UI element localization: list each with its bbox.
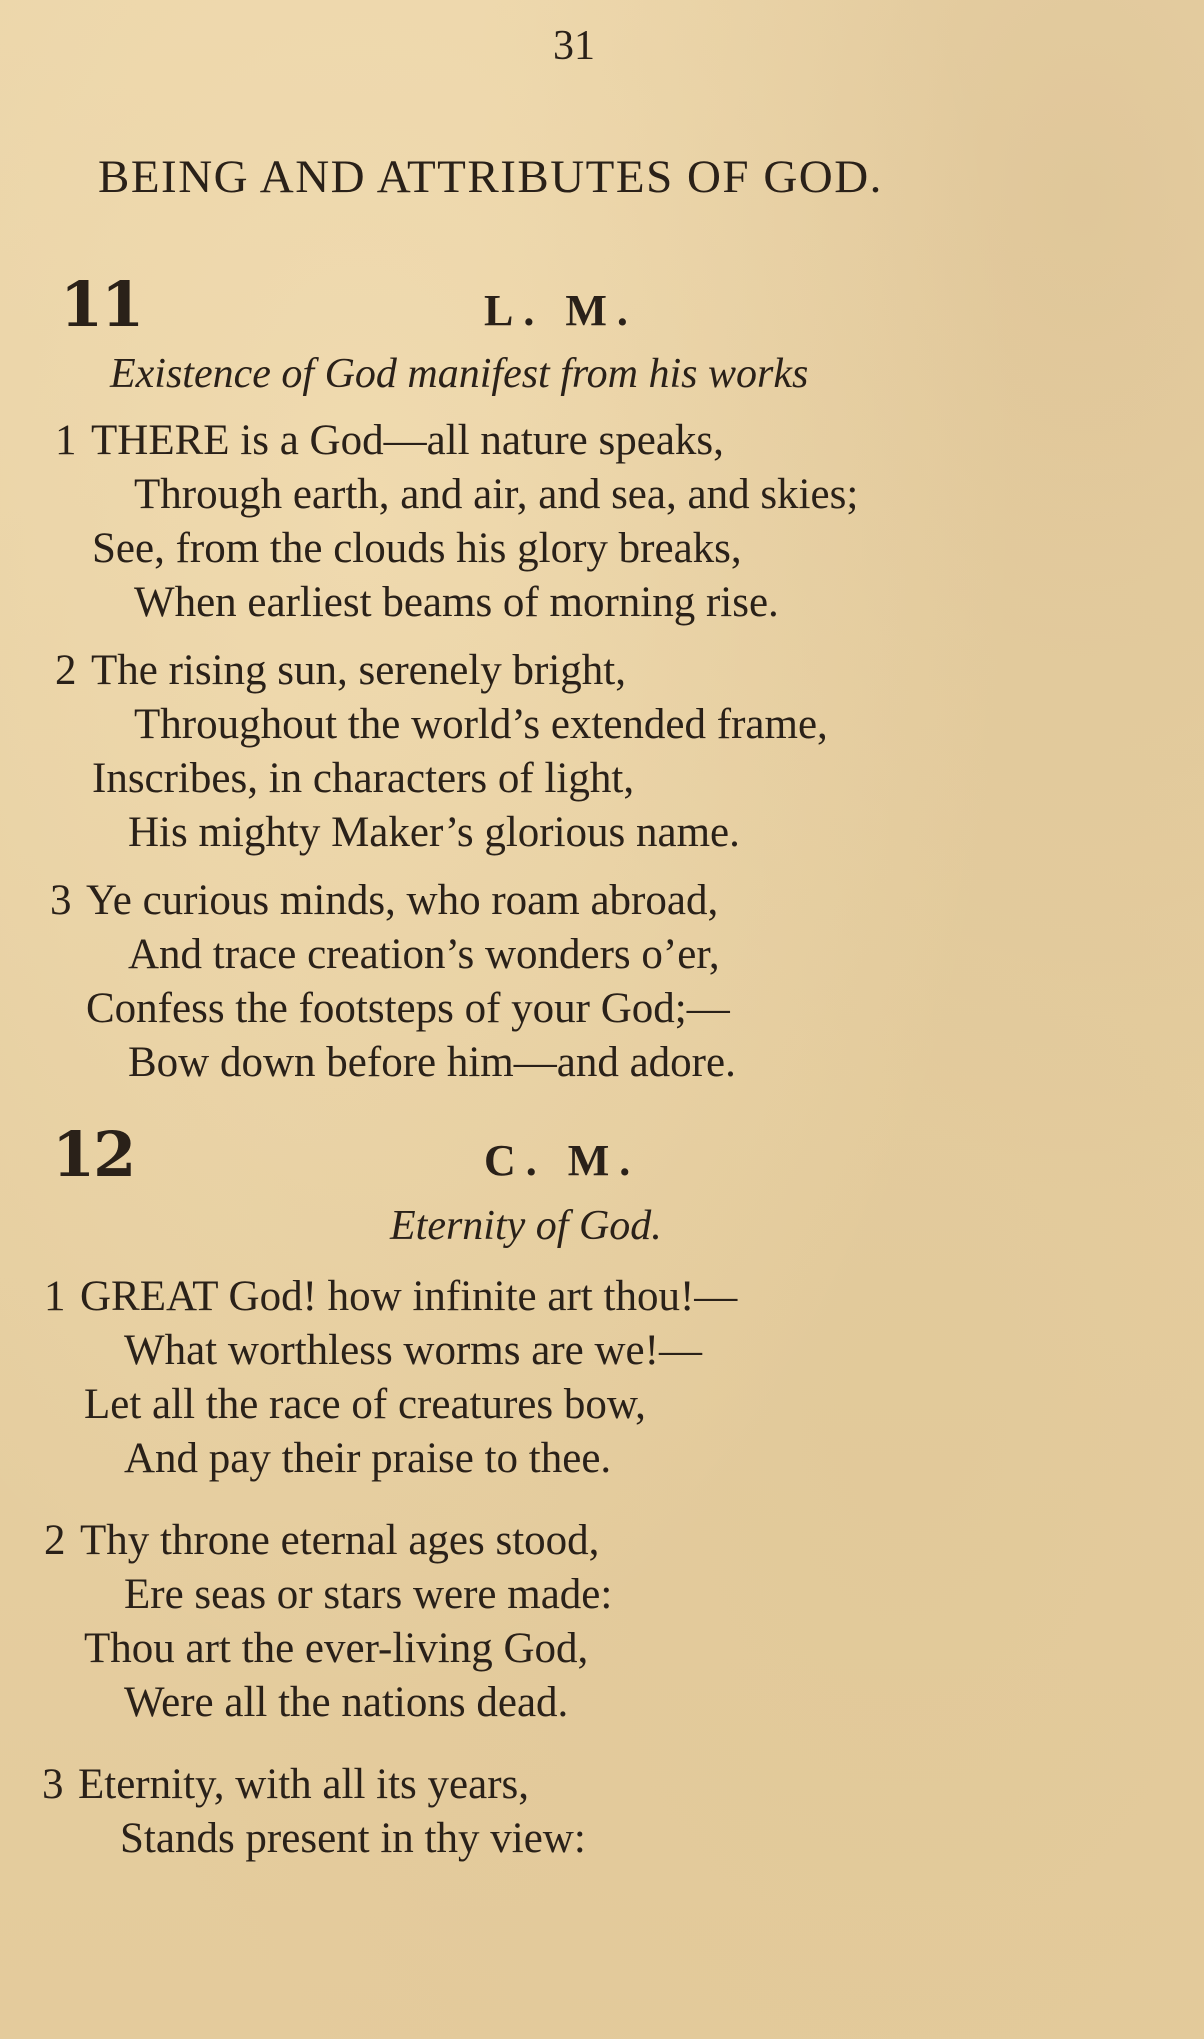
- verse-line: Throughout the world’s extended frame,: [134, 701, 828, 748]
- verse-line: Through earth, and air, and sea, and skies;: [134, 471, 859, 518]
- verse-line: What worthless worms are we!—: [124, 1327, 702, 1374]
- verse-line: Thou art the ever-living God,: [84, 1625, 589, 1672]
- stanza-number: 1: [55, 417, 77, 464]
- stanza-number: 3: [42, 1761, 64, 1808]
- hymn-number: 12: [52, 1118, 135, 1191]
- verse-line: 2 The rising sun, serenely bright,: [55, 647, 627, 694]
- hymn-subtitle: Eternity of God.: [390, 1203, 662, 1249]
- verse-line: 3 Eternity, with all its years,: [42, 1761, 529, 1808]
- verse-line: Confess the footsteps of your God;—: [86, 985, 730, 1032]
- verse-line: Bow down before him—and adore.: [128, 1039, 736, 1086]
- stanza-number: 1: [44, 1273, 66, 1320]
- verse-line: Stands present in thy view:: [120, 1815, 586, 1862]
- verse-line: See, from the clouds his glory breaks,: [92, 525, 742, 572]
- verse-line: Were all the nations dead.: [124, 1679, 569, 1726]
- stanza-number: 2: [44, 1517, 66, 1564]
- verse-line: 1 THERE is a God—all nature speaks,: [55, 417, 724, 464]
- hymn-meter: C. M.: [484, 1136, 641, 1185]
- verse-line: 2 Thy throne eternal ages stood,: [44, 1517, 600, 1564]
- hymn-meter: L. M.: [484, 286, 638, 335]
- verse-line: Let all the race of creatures bow,: [84, 1381, 646, 1428]
- verse-line: 3 Ye curious minds, who roam abroad,: [50, 877, 719, 924]
- verse-line: When earliest beams of morning rise.: [134, 579, 779, 626]
- verse-line: And pay their praise to thee.: [124, 1435, 612, 1482]
- page-number: 31: [553, 23, 595, 69]
- stanza-number: 2: [55, 647, 77, 694]
- verse-line: Ere seas or stars were made:: [124, 1571, 613, 1618]
- verse-line: And trace creation’s wonders o’er,: [128, 931, 720, 978]
- section-title: BEING AND ATTRIBUTES OF GOD.: [98, 151, 883, 203]
- stanza-number: 3: [50, 877, 72, 924]
- verse-line: 1 GREAT God! how infinite art thou!—: [44, 1273, 738, 1320]
- hymn-subtitle: Existence of God manifest from his works: [110, 351, 809, 397]
- verse-line: His mighty Maker’s glorious name.: [128, 809, 740, 856]
- hymn-number: 11: [60, 268, 143, 341]
- verse-line: Inscribes, in characters of light,: [92, 755, 635, 802]
